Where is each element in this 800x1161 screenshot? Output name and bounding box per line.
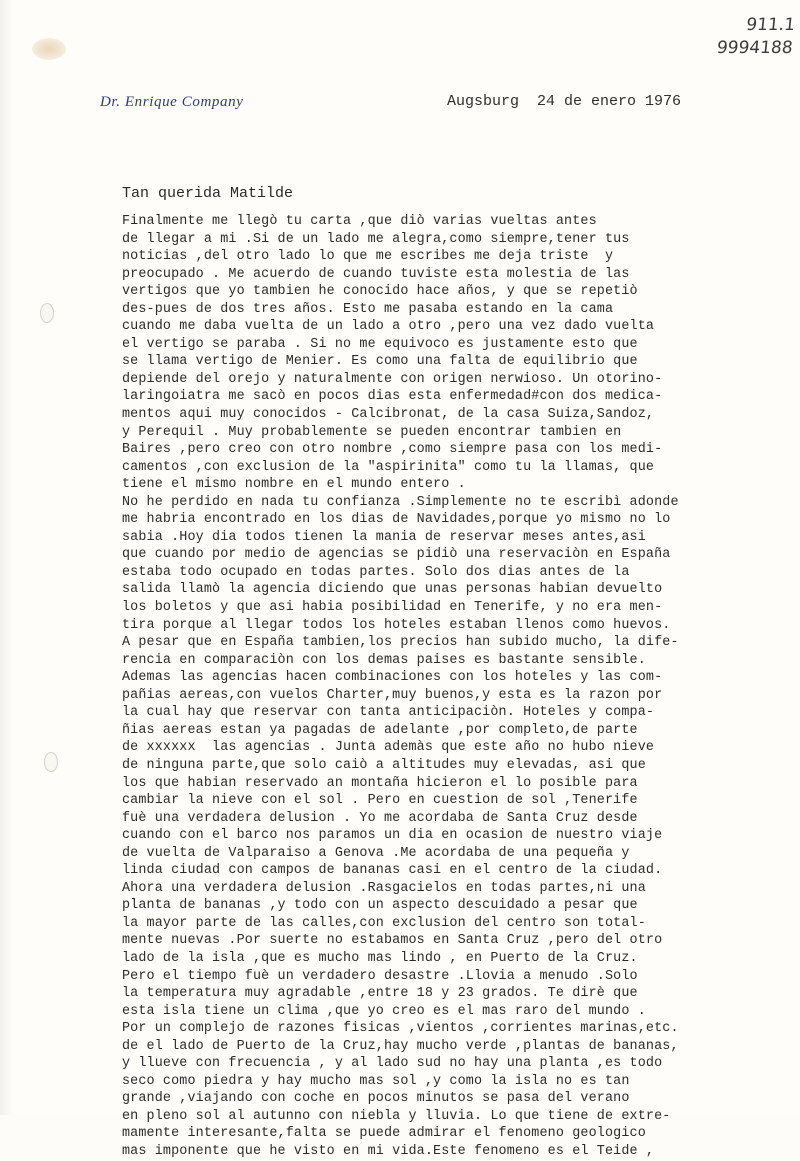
letterhead-sender: Dr. Enrique Company — [100, 94, 244, 110]
body-line: A pesar que en España tambien,los precios han subido mucho, la dife- — [122, 635, 679, 651]
body-line: el vertigo se paraba . Si no me equivoco es justamente esto que — [122, 336, 638, 352]
body-line: cuando me daba vuelta de un lado a otro ,pero una vez dado vuelta — [122, 319, 655, 335]
body-line: noticias ,del otro lado lo que me escribes me deja triste y — [122, 249, 614, 265]
body-line: de el lado de Puerto de la Cruz,hay mucho verde ,plantas de bananas, — [122, 1038, 679, 1054]
salutation: Tan querida Matilde — [122, 185, 294, 202]
body-line: Baires ,pero creo con otro nombre ,como siempre pasa con los medi- — [122, 442, 663, 458]
body-line: de xxxxxx las agencias . Junta ademàs que este año no hubo nieve — [122, 740, 655, 756]
body-line: de llegar a mi .Si de un lado me alegra,como siempre,tener tus — [122, 231, 630, 247]
body-line: cambiar la nieve con el sol . Pero en cuestion de sol ,Tenerife — [122, 793, 638, 809]
body-line: planta de bananas ,y todo con un aspecto descuidado a pesar que — [122, 898, 638, 914]
body-line: la mayor parte de las calles,con exclusion del centro son total- — [122, 915, 646, 931]
page-edge-shadow — [0, 0, 14, 1115]
body-line: mentos aqui muy conocidos - Calcibronat, de la casa Suiza,Sandoz, — [122, 407, 655, 423]
body-line: y Perequil . Muy probablemente se pueden encontrar tambien en — [122, 424, 622, 440]
body-line: que cuando por medio de agencias se pidiò una reservaciòn en España — [122, 547, 671, 563]
body-line: me habria encontrado en los dias de Navidades,porque yo mismo no lo — [122, 512, 671, 528]
body-line: linda ciudad con campos de bananas casi en el centro de la ciudad. — [122, 863, 663, 879]
body-line: la temperatura muy agradable ,entre 18 y 23 grados. Te dirè que — [122, 986, 638, 1002]
body-line: Finalmente me llegò tu carta ,que diò varias vueltas antes — [122, 214, 597, 229]
body-line: rencia en comparaciòn con los demas paises es bastante sensible. — [122, 652, 646, 668]
body-line: se llama vertigo de Menier. Es como una falta de equilibrio que — [122, 354, 638, 370]
body-line: mente nuevas .Por suerte no estabamos en Santa Cruz ,pero del otro — [122, 933, 663, 949]
body-line: des-pues de dos tres años. Esto me pasaba estando en la cama — [122, 301, 614, 317]
body-line: sabia .Hoy dia todos tienen la mania de reservar meses antes,asi — [122, 529, 646, 545]
body-line: depiende del orejo y naturalmente con origen nerwioso. Un otorino- — [122, 371, 663, 387]
paper-stain — [32, 38, 66, 60]
body-line: camentos ,con exclusion de la "aspirinita" como tu la llamas, que — [122, 459, 655, 475]
body-line: lado de la isla ,que es mucho mas lindo , en Puerto de la Cruz. — [122, 950, 638, 966]
body-line: estaba todo ocupado en todas partes. Solo dos dias antes de la — [122, 564, 630, 580]
body-line: seco como piedra y hay mucho mas sol ,y como la isla no es tan — [122, 1073, 630, 1089]
punch-hole — [40, 303, 54, 323]
body-line: en pleno sol al autunno con niebla y lluvia. Lo que tiene de extre- — [122, 1108, 671, 1124]
body-line: ñias aereas estan ya pagadas de adelante ,por completo,de parte — [122, 722, 638, 738]
body-line: salida llamò la agencia diciendo que unas personas habian devuelto — [122, 582, 663, 598]
body-line: vertigos que yo tambien he conocido hace años, y que se repetiò — [122, 284, 638, 300]
body-line: pañias aereas,con vuelos Charter,muy buenos,y esta es la razon por — [122, 687, 663, 703]
body-line: Ademas las agencias hacen combinaciones con los hoteles y las com- — [122, 670, 663, 686]
place-date: Augsburg 24 de enero 1976 — [447, 93, 682, 110]
body-line: esta isla tiene un clima ,que yo creo es el mas raro del mundo . — [122, 1003, 646, 1019]
archive-mark: 911.1 — [745, 15, 797, 35]
body-line: los boletos y que asi habia posibilidad en Tenerife, y no era men- — [122, 600, 663, 616]
body-line: No he perdido en nada tu confianza .Simplemente no te escribì adonde — [122, 494, 679, 510]
body-line: Ahora una verdadera delusion .Rasgacielos en todas partes,ni una — [122, 880, 646, 896]
body-line: Pero el tiempo fuè un verdadero desastre .Llovia a menudo .Solo — [122, 968, 638, 984]
punch-hole — [44, 752, 58, 772]
body-line: cuando con el barco nos paramos un dia en ocasion de nuestro viaje — [122, 828, 663, 844]
body-line: de vuelta de Valparaiso a Genova .Me acordaba de una pequeña y — [122, 845, 630, 861]
body-line: mas imponente que he visto en mi vida.Este fenomeno es el Teide , — [122, 1143, 655, 1159]
archive-mark: 9994188 — [716, 38, 794, 58]
body-line: preocupado . Me acuerdo de cuando tuviste esta molestia de las — [122, 266, 630, 282]
body-line: fuè una verdadera delusion . Yo me acordaba de Santa Cruz desde — [122, 810, 638, 826]
body-line: y llueve con frecuencia , y al lado sud no hay una planta ,es todo — [122, 1056, 663, 1072]
body-line: los que habian reservado an montaña hicieron el lo posible para — [122, 775, 638, 791]
body-line: la cual hay que reservar con tanta anticipaciòn. Hoteles y compa- — [122, 705, 655, 721]
body-line: Por un complejo de razones fisicas ,vientos ,corrientes marinas,etc. — [122, 1021, 679, 1037]
body-line: laringoiatra me sacò en pocos dias esta enfermedad#con dos medica- — [122, 389, 663, 405]
letter-body — [122, 213, 679, 1161]
body-line: tiene el mismo nombre en el mundo entero . — [122, 477, 466, 493]
archive-marks — [716, 14, 797, 60]
body-line: de ninguna parte,que solo caiò a altitudes muy elevadas, asi que — [122, 757, 646, 773]
body-line: tira porque al llegar todos los hoteles estaban llenos como huevos. — [122, 617, 671, 633]
body-line: grande ,viajando con coche en pocos minutos se pasa del verano — [122, 1091, 630, 1107]
body-line: mamente interesante,falta se puede admirar el fenomeno geologico — [122, 1126, 646, 1142]
